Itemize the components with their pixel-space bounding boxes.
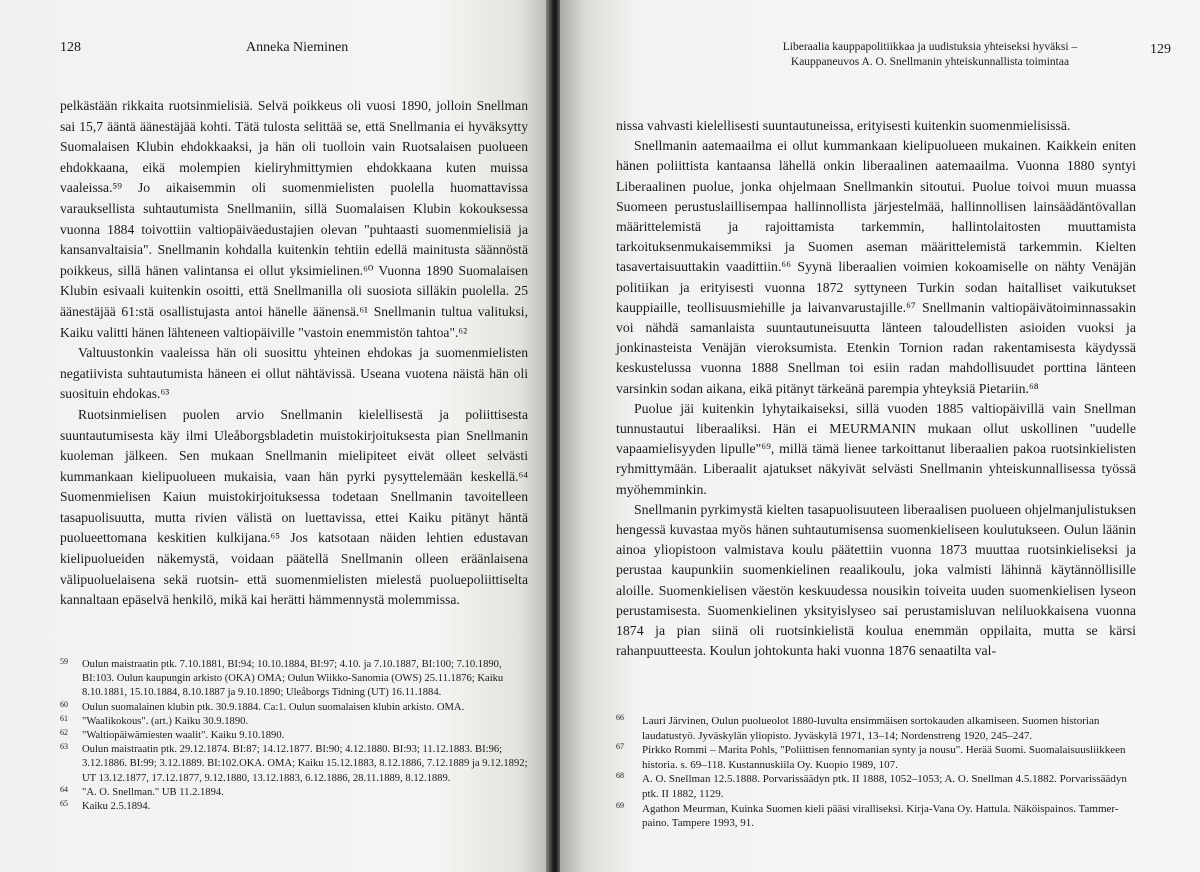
- right-paragraph-3: Puolue jäi kuitenkin lyhytaikaiseksi, sillä vuoden 1885 valtiopäivillä vain Snellman tunnustautui liberaaliksi. Hän ei MEURMANIN mukaan ollut uskollinen "uudelle vapaamielisyyden lipulle"⁶⁹, millä tämä lienee tarkoittanut liberaalien pakoa ruotsinkielisten ryhmittymään. Liberaalit ajatukset näkyivät selvästi Snellmanin yhteiskunnallisessa työssä myöhemminkin.: [616, 400, 1136, 497]
- footnote-64: 64 "A. O. Snellman." UB 11.2.1894.: [60, 784, 224, 798]
- right-page-number: 129: [1150, 42, 1171, 57]
- left-running-head: Anneka Nieminen: [246, 40, 349, 55]
- right-paragraph-1: nissa vahvasti kielellisesti suuntautuneissa, erityisesti kuitenkin suomenmielisissä.: [616, 118, 1071, 133]
- right-page: [560, 0, 1200, 872]
- left-paragraph-3: Ruotsinmielisen puolen arvio Snellmanin kielellisestä ja poliittisesta suuntautumisesta käy ilmi Uleåborgsbladetin muistokirjoituksesta pian Snellmanin kuoleman jälkeen. Sen mukaan Snellmanin mielipiteet eivät olleet selvästi kummankaan kielipuolueen mukaisia, vaan hän pyrki pysyttelemään keskellä.⁶⁴ Suomenmielisen Kaiun muistokirjoituksessa todetaan Snellmanin tavoitelleen tasapuolisuutta, mutta rivien välistä on luettavissa, ettei Kaiku pitänyt häntä puolueettomana keskitien kulkijana.⁶⁵ Jos katsotaan näiden lehtien edustavan kielipuolueiden näkemystä, voidaan päätellä Snellmanin olleen eräänlaisena välipuoluelaisena sekä ruotsin- että suomenmielisten mielestä puoluepoliittiselta kannaltaan epäselvä henkilö, mikä kai herätti hämmennystä molemmissa.: [60, 406, 528, 608]
- right-running-head-line-1: Liberaalia kauppapolitiikkaa ja uudistuksia yhteiseksi hyväksi –: [782, 41, 1078, 53]
- left-paragraph-2: Valtuustonkin vaaleissa hän oli suosittu yhteinen ehdokas ja suomenmielisten negatiivista suhtautumista häneen ei ollut nähtävissä. Useana vuotena näistä hän oli suosituin ehdokas.⁶³: [60, 345, 528, 402]
- left-page-number: 128: [60, 40, 81, 55]
- footnote-68: 68 A. O. Snellman 12.5.1888. Porvarissäädyn ptk. II 1888, 1052–1053; A. O. Snellman 4.5.1882. Porvarissäädyn ptk. II 1882, 1129.: [616, 771, 1127, 800]
- left-page-body: [60, 96, 528, 611]
- footnote-62: 62 "Waltiopäiwämiesten waalit". Kaiku 9.10.1890.: [60, 728, 285, 742]
- footnote-67: 67 Pirkko Rommi – Marita Pohls, "Poliittisen fennomanian synty ja nousu". Herää Suomi. Suomalaisuusliikkeen historia. s. 69–118. Kustannuskiila Oy. Kuopio 1989, 107.: [616, 742, 1126, 771]
- footnote-60: 60 Oulun suomalainen klubin ptk. 30.9.1884. Ca:1. Oulun suomalaisen klubin arkisto. OMA.: [60, 699, 465, 713]
- footnote-69: 69 Agathon Meurman, Kuinka Suomen kieli pääsi viralliseksi. Kirja-Vana Oy. Hattula. Näköispainos. Tammer-paino. Tampere 1993, 91.: [616, 800, 1119, 830]
- right-running-head-line-2: Kauppaneuvos A. O. Snellmanin yhteiskunnallista toimintaa: [790, 56, 1070, 68]
- left-footnotes: [60, 658, 528, 814]
- left-paragraph-1: pelkästään rikkaita ruotsinmielisiä. Selvä poikkeus oli vuosi 1890, jolloin Snellman sai 15,7 ääntä äänestäjää kohti. Tätä tulosta selittää se, että Snellmania ei hyväksytty Suomalaisen Klubin ehdokkaaksi, ja hän oli tuolloin vain Ruotsalaisen puolueen ehdokkaana, eikä molempien kieliryhmittymien ehdokkaana kuten muissa vaaleissa.⁵⁹ Jo aikaisemmin oli suomenmielisten puolella huomattavissa varauksellista suhtautumista Snellmaniin, sillä Suomalaisen Klubin kokouksessa vuonna 1884 toivottiin valtiopäiväedustajien olevan "puhtaasti suomenmielisiä ja kansanvaltaisia". Snellmanin kohdalla kuitenkin tehtiin edellä mainitusta säännöstä poikkeus, sillä hänen valintansa ei ollut yksimielinen.⁶⁰ Vuonna 1890 Suomalaisen Klubin esivaali kuitenkin osoitti, että Snellmanilla oli suosiota silläkin puolella. 25 äänestäjää 61:stä osallistujasta antoi hänelle äänensä.⁶¹ Snellmanin tultua valituksi, Kaiku valitti hänen lähteneen valtiopäiville "vastoin enemmistön tahtoa".⁶²: [60, 98, 528, 340]
- left-page: [0, 0, 548, 872]
- left-page-header: [60, 40, 518, 60]
- footnote-66: 66 Lauri Järvinen, Oulun puolueolot 1880-luvulta ensimmäisen sortokauden alkamiseen. Suomen historian laudatustyö. Jyväskylän yliopisto. Jyväskylä 1971, 13–14; Nordenstreng 1920, 245–247.: [616, 713, 1100, 742]
- right-page-body: [616, 116, 1136, 661]
- right-paragraph-2: Snellmanin aatemaailma ei ollut kummankaan kielipuolueen mukainen. Kaikkein eniten hänen poliittista kantaansa lähellä onkin liberaalinen aatemaailma. Vuonna 1880 syntyi Liberaalinen puolue, jonka ohjelmaan Snellmankin sitoutui. Puolue toivoi muun muassa Suomeen perustuslaillisempaa hallinnollista järjestelmää, hallinnollisen lainsäädäntövallan määrittelemistä ja rajoittamista tarkemmin, hallintolaitosten muuttamista tarkoituksenmukaisemmiksi ja Suomen aseman määrittelemistä tarkemmin. Kielten tasavertaisuuttakin vaadittiin.⁶⁶ Syynä liberaalien voimien kokoamiselle on nähty Venäjän politiikan ja erityisesti vuonna 1872 syttyneen Turkin sodan haitalliset vaikutukset kauppiaille, teollisuusmiehille ja laivanvarustajille.⁶⁷ Snellmanin valtiopäivätoiminnassakin voi nähdä samanlaista suuntautuneisuutta länteen taloudellisten asioiden vuoksi ja jonkinasteista Venäjän vieroksumista. Etenkin Tornion radan rakentamisesta käydyssä keskustelussa vuonna 1888 Snellman toi esiin radan mahdollisuudet porttina länteen varsinkin sodan aikana, eikä pitänyt tärkeänä parempia yhteyksiä Pietariin.⁶⁸: [616, 138, 1136, 396]
- right-footnotes: [616, 714, 1136, 831]
- footnote-59: 59 Oulun maistraatin ptk. 7.10.1881, BI:94; 10.10.1884, BI:97; 4.10. ja 7.10.1887, BI:100; 7.10.1890, BI:103. Oulun kaupungin arkisto (OKA) OMA; Oulun Wiikko-Sanomia (OWS) 25.11.1876; Kaiku 8.10.1881, 15.10.1884, 8.10.1887 ja 9.10.1890; Uleåborgs Tidning (UT) 16.11.1884.: [60, 657, 504, 699]
- footnote-61: 61 "Waalikokous". (art.) Kaiku 30.9.1890.: [60, 713, 249, 727]
- footnote-65: 65 Kaiku 2.5.1894.: [60, 799, 151, 813]
- right-paragraph-4: Snellmanin pyrkimystä kielten tasapuolisuuteen liberaalisen puolueen ohjelmanjulistuksen hengessä kuvastaa myös hänen suhtautumisensa suomenkieliseen koulutukseen. Oulun läänin ainoa yliopistoon valmistava koulu päätettiin vuonna 1873 muuttaa ruotsinkieliseksi ja perustaa kaupunkiin suomenkielinen reaalikoulu, joka valmisti lähinnä käytännöllisille aloille. Suomenkielisen väestön keskuudessa nousikin toiveita uuden suomenkielisen lyseon perustamisesta. Suomenkielinen yksityislyseo sai perustamisluvan neliluokkaisena vuonna 1874 ja pian siinä oli ruotsinkielistä koulua enemmän oppilaita, mutta se kärsi rahanpuutteesta. Koulun johtokunta haki vuonna 1876 senaatilta val-: [616, 501, 1136, 659]
- right-running-head: [710, 40, 1150, 70]
- footnote-63: 63 Oulun maistraatin ptk. 29.12.1874. BI:87; 14.12.1877. BI:90; 4.12.1880. BI:93; 11.12.1883. BI:96; 3.12.1886. BI:99; 3.12.1889. BI:102.OKA. OMA; Kaiku 15.12.1883, 8.12.1886, 7.12.1889 ja 9.12.1892; UT 13.12.1877, 17.12.1877, 9.12.1880, 13.12.1883, 6.12.1886, 28.11.1889, 8.12.1889.: [60, 742, 528, 784]
